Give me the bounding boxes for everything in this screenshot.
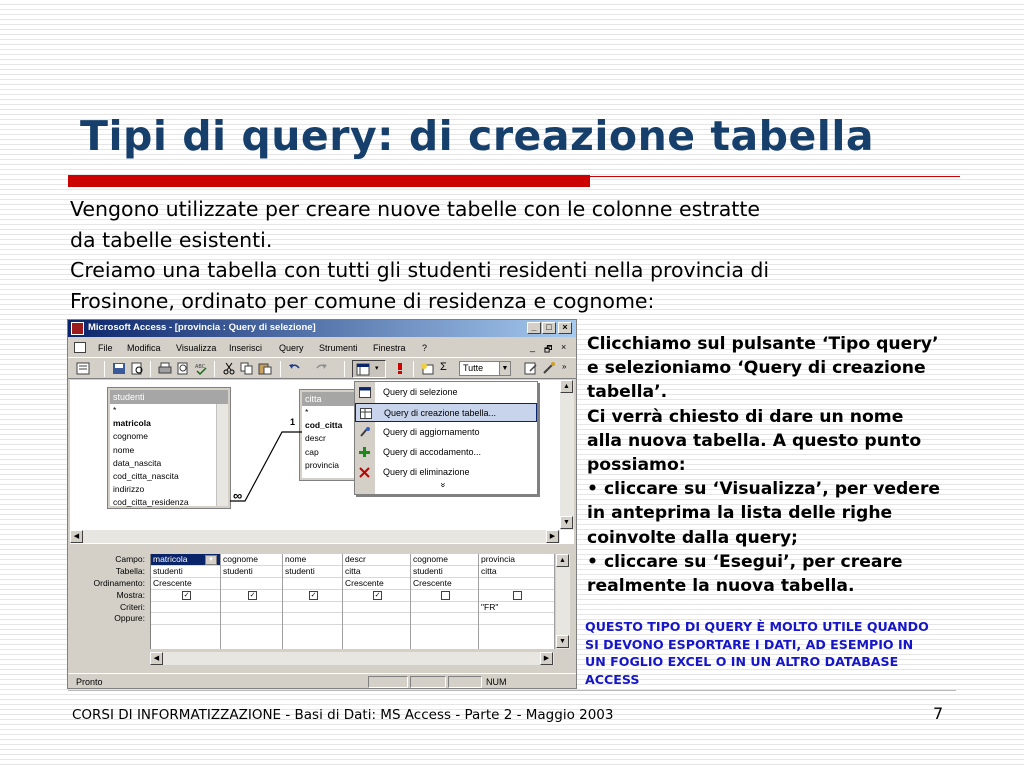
copy-icon[interactable] <box>240 362 254 375</box>
svg-text:ABC: ABC <box>195 364 206 370</box>
query-type-icon <box>356 363 370 376</box>
top-values-value: Tutte <box>463 363 484 373</box>
cut-icon[interactable] <box>222 362 236 375</box>
grid-cell-ordinamento[interactable] <box>479 578 554 590</box>
note-line: ACCESS <box>585 671 640 687</box>
scroll-left-icon[interactable]: ◀ <box>70 530 83 543</box>
intro-line: da tabelle esistenti. <box>70 227 273 252</box>
scroll-right-icon[interactable]: ▶ <box>540 652 553 665</box>
instruction-line: e selezioniamo ‘Query di creazione <box>587 358 926 379</box>
grid-column <box>283 554 343 649</box>
table-field[interactable]: cognome <box>113 431 148 442</box>
intro-line: Creiamo una tabella con tutti gli studenti residenti nella provincia di <box>70 258 770 282</box>
menu-help[interactable]: ? <box>422 343 428 353</box>
grid-column <box>151 554 221 649</box>
grid-cell-oppure[interactable] <box>479 613 554 625</box>
table-field[interactable]: * <box>113 405 117 415</box>
grid-column <box>479 554 555 649</box>
page-number: 7 <box>933 704 944 723</box>
table-name: citta <box>302 392 376 406</box>
grid-row-label: Criteri: <box>119 601 145 612</box>
status-cell <box>410 676 446 688</box>
note-text <box>585 618 995 688</box>
note-line: QUESTO TIPO DI QUERY È MOLTO UTILE QUANDO <box>585 619 929 634</box>
table-field[interactable]: cod_citta <box>305 420 343 431</box>
grid-cell-text: Crescente <box>413 577 452 588</box>
grid-cell-oppure[interactable] <box>283 613 342 625</box>
menu-visualizza[interactable]: Visualizza <box>176 343 217 353</box>
grid-cell-mostra[interactable] <box>343 590 410 602</box>
run-icon[interactable] <box>393 362 407 375</box>
make-table-icon <box>360 408 372 419</box>
toolbar-separator <box>344 361 345 377</box>
grid-cell-tabella[interactable] <box>479 566 554 578</box>
grid-cell-text: studenti <box>223 565 253 576</box>
toolbar-separator <box>104 361 105 377</box>
view-icon[interactable] <box>76 362 90 375</box>
undo-icon[interactable] <box>288 362 302 375</box>
table-field[interactable]: matricola <box>113 418 151 429</box>
update-query-icon <box>359 427 371 438</box>
instruction-line: realmente la nuova tabella. <box>587 576 855 597</box>
status-bar <box>68 673 576 689</box>
grid-cell-text: descr <box>345 554 366 564</box>
grid-cell-mostra[interactable] <box>221 590 282 602</box>
grid-cell-campo[interactable] <box>479 554 554 566</box>
access-window <box>67 319 577 689</box>
grid-cell-text: citta <box>481 565 497 576</box>
grid-cell-tabella[interactable] <box>283 566 342 578</box>
chevron-down-icon[interactable]: ▼ <box>205 555 217 565</box>
query-doc-icon[interactable] <box>74 342 86 353</box>
grid-column <box>411 554 479 649</box>
instruction-line: possiamo: <box>587 455 686 476</box>
paste-icon[interactable] <box>258 362 272 375</box>
menu-item-label: Query di accodamento... <box>383 447 482 457</box>
doc-minimize-button[interactable]: _ <box>530 342 536 352</box>
instruction-line: in anteprima la lista delle righe <box>587 503 893 524</box>
footer-text: CORSI DI INFORMATIZZAZIONE - Basi di Dati: MS Access - Parte 2 - Maggio 2003 <box>72 707 614 723</box>
access-key-icon <box>71 322 84 335</box>
table-field[interactable]: descr <box>305 433 326 444</box>
num-lock-indicator: NUM <box>486 677 507 687</box>
note-line: UN FOGLIO EXCEL O IN UN ALTRO DATABASE <box>585 654 899 669</box>
grid-cell-text: Crescente <box>153 577 192 588</box>
intro-line: Frosinone, ordinato per comune di residenza e cognome: <box>70 288 655 313</box>
instruction-line: alla nuova tabella. A questo punto <box>587 430 922 451</box>
chevron-double-down-icon[interactable]: » <box>438 482 449 488</box>
window-titlebar <box>68 320 576 337</box>
menu-item-delete-query[interactable] <box>355 463 537 482</box>
scroll-up-icon[interactable]: ▲ <box>560 380 573 393</box>
grid-cell-criteri[interactable] <box>411 602 478 614</box>
menu-item-label: Query di creazione tabella... <box>384 408 497 418</box>
grid-row-label: Tabella: <box>115 565 145 576</box>
window-title: Microsoft Access - [provincia : Query di selezione] <box>88 322 316 333</box>
menu-modifica[interactable]: Modifica <box>127 343 161 353</box>
table-field[interactable]: nome <box>113 444 135 455</box>
slide-title: Tipi di query: di creazione tabella <box>80 112 875 160</box>
grid-cell-text: studenti <box>153 565 183 576</box>
grid-cell-tabella[interactable] <box>151 566 220 578</box>
menu-inserisci[interactable]: Inserisci <box>229 343 263 353</box>
grid-cell-tabella[interactable] <box>411 566 478 578</box>
toolbar-separator <box>214 361 215 377</box>
grid-cell-campo[interactable] <box>343 554 410 566</box>
instructions-text <box>587 332 999 598</box>
status-text: Pronto <box>76 677 103 687</box>
doc-close-button[interactable]: × <box>561 342 567 352</box>
scroll-down-icon[interactable]: ▼ <box>560 516 573 529</box>
intro-text <box>70 194 970 316</box>
grid-column <box>221 554 283 649</box>
grid-cell-campo[interactable] <box>411 554 478 566</box>
menu-strumenti[interactable]: Strumenti <box>319 343 358 353</box>
grid-cell-text: cognome <box>413 554 448 564</box>
toolbar-separator <box>150 361 151 377</box>
intro-line: Vengono utilizzate per creare nuove tabelle con le colonne estratte <box>70 197 760 221</box>
status-cell <box>368 676 408 688</box>
toolbar <box>68 357 576 379</box>
preview-icon[interactable] <box>176 362 190 375</box>
toolbar-options-icon[interactable]: » <box>562 362 567 371</box>
grid-cell-ordinamento[interactable] <box>411 578 478 590</box>
grid-cell-oppure[interactable] <box>151 613 220 625</box>
instruction-line: coinvolte dalla query; <box>587 527 798 548</box>
grid-cell-tabella[interactable] <box>221 566 282 578</box>
table-field[interactable]: indirizzo <box>113 484 145 495</box>
instruction-line: tabella’. <box>587 382 668 403</box>
menu-item-label: Query di selezione <box>383 387 458 397</box>
instruction-line: Clicchiamo sul pulsante ‘Tipo query’ <box>587 334 939 354</box>
grid-cell-mostra[interactable] <box>283 590 342 602</box>
minimize-button[interactable]: _ <box>527 322 541 334</box>
instruction-line: Ci verrà chiesto di dare un nome <box>587 406 904 427</box>
top-values-combo[interactable] <box>459 361 511 376</box>
grid-cell-text: Crescente <box>345 577 384 588</box>
grid-cell-text: "FR" <box>481 601 499 612</box>
upper-horizontal-scrollbar[interactable] <box>70 530 560 543</box>
maximize-button[interactable]: □ <box>542 322 556 334</box>
grid-row-label: Ordinamento: <box>93 577 145 588</box>
grid-cell-criteri[interactable] <box>343 602 410 614</box>
menu-bar <box>68 338 576 356</box>
menu-item-make-table-query[interactable] <box>355 403 537 422</box>
instruction-line: • cliccare su ‘Esegui’, per creare <box>587 551 903 572</box>
show-checkbox[interactable]: ✓ <box>183 591 190 599</box>
grid-cell-ordinamento[interactable] <box>343 578 410 590</box>
show-table-icon[interactable] <box>420 362 434 375</box>
save-icon[interactable] <box>112 362 126 375</box>
grid-row-labels <box>70 554 148 625</box>
menu-query[interactable]: Query <box>279 343 304 353</box>
grid-row-label: Campo: <box>115 554 145 564</box>
grid-row-label: Oppure: <box>114 613 145 624</box>
menu-item-select-query[interactable] <box>355 383 537 402</box>
instruction-line: • cliccare su ‘Visualizza’, per vedere <box>587 479 941 500</box>
menu-item-append-query[interactable] <box>355 443 537 462</box>
print-icon[interactable] <box>158 362 172 375</box>
chevron-down-icon: ▾ <box>375 365 379 372</box>
grid-cell-text: studenti <box>285 565 315 576</box>
table-name: studenti <box>110 390 228 404</box>
query-type-menu <box>354 381 538 495</box>
table-field[interactable]: data_nascita <box>113 457 162 468</box>
show-checkbox[interactable]: ✓ <box>249 591 256 599</box>
grid-cell-campo[interactable] <box>151 554 220 566</box>
query-design-grid <box>150 554 554 649</box>
toolbar-separator <box>280 361 281 377</box>
properties-icon[interactable] <box>524 362 538 375</box>
grid-cell-criteri[interactable] <box>283 602 342 614</box>
relation-one-label: 1 <box>290 417 296 427</box>
grid-horizontal-scrollbar[interactable] <box>150 652 554 665</box>
table-field[interactable]: cod_citta_nascita <box>113 471 179 482</box>
select-query-icon <box>359 387 371 398</box>
relation-many-label: ∞ <box>233 488 243 503</box>
query-type-button[interactable] <box>352 360 386 378</box>
grid-cell-criteri[interactable] <box>479 602 554 614</box>
scroll-up-icon[interactable]: ▲ <box>556 554 569 567</box>
grid-cell-oppure[interactable] <box>343 613 410 625</box>
grid-cell-ordinamento[interactable] <box>221 578 282 590</box>
show-checkbox[interactable]: ✓ <box>310 591 317 599</box>
show-checkbox[interactable] <box>513 591 522 600</box>
doc-restore-button[interactable]: 🗗 <box>544 344 553 354</box>
grid-column <box>343 554 411 649</box>
grid-cell-mostra[interactable] <box>479 590 554 602</box>
grid-cell-text: citta <box>345 565 361 576</box>
grid-cell-ordinamento[interactable] <box>283 578 342 590</box>
grid-row-label: Mostra: <box>116 589 145 600</box>
title-underline-thin <box>590 176 960 177</box>
print-preview-icon[interactable] <box>130 362 144 375</box>
delete-query-icon <box>359 467 371 478</box>
menu-file[interactable]: File <box>98 343 113 353</box>
query-design-grid-pane <box>70 546 574 672</box>
spelling-icon[interactable] <box>194 362 208 375</box>
table-field[interactable]: * <box>305 407 309 417</box>
grid-cell-text: provincia <box>481 554 516 564</box>
grid-vertical-scrollbar[interactable] <box>556 554 570 649</box>
table-field[interactable]: cod_citta_residenza <box>113 497 189 508</box>
grid-cell-mostra[interactable] <box>151 590 220 602</box>
table-field[interactable]: cap <box>305 446 319 457</box>
grid-cell-oppure[interactable] <box>411 613 478 625</box>
grid-cell-text: matricola <box>153 554 188 564</box>
show-checkbox[interactable] <box>441 591 450 600</box>
toolbar-separator <box>413 361 414 377</box>
build-icon[interactable] <box>542 362 556 375</box>
note-line: SI DEVONO ESPORTARE I DATI, AD ESEMPIO IN <box>585 636 914 652</box>
menu-finestra[interactable]: Finestra <box>373 343 406 353</box>
grid-cell-criteri[interactable] <box>151 602 220 614</box>
grid-cell-campo[interactable] <box>221 554 282 566</box>
close-button[interactable]: × <box>558 322 572 334</box>
table-field[interactable]: provincia <box>305 459 340 470</box>
grid-cell-text: studenti <box>413 565 443 576</box>
redo-icon[interactable] <box>314 362 328 375</box>
append-query-icon <box>359 447 371 458</box>
scroll-right-icon[interactable]: ▶ <box>546 530 559 543</box>
grid-cell-mostra[interactable] <box>411 590 478 602</box>
grid-cell-tabella[interactable] <box>343 566 410 578</box>
chevron-down-icon[interactable]: ▼ <box>499 362 510 375</box>
show-checkbox[interactable]: ✓ <box>374 591 381 599</box>
grid-cell-criteri[interactable] <box>221 602 282 614</box>
grid-cell-oppure[interactable] <box>221 613 282 625</box>
footer-divider <box>68 690 956 691</box>
scroll-left-icon[interactable]: ◀ <box>150 652 163 665</box>
totals-icon[interactable]: Σ <box>440 361 447 373</box>
grid-cell-text: cognome <box>223 554 258 564</box>
menu-item-update-query[interactable] <box>355 423 537 442</box>
scroll-down-icon[interactable]: ▼ <box>556 635 569 648</box>
menu-item-label: Query di aggiornamento <box>383 427 480 437</box>
upper-vertical-scrollbar[interactable] <box>560 380 574 530</box>
status-cell <box>448 676 482 688</box>
menu-item-label: Query di eliminazione <box>383 467 470 477</box>
title-underline <box>68 175 590 187</box>
grid-cell-text: nome <box>285 554 307 564</box>
grid-cell-campo[interactable] <box>283 554 342 566</box>
grid-cell-ordinamento[interactable] <box>151 578 220 590</box>
